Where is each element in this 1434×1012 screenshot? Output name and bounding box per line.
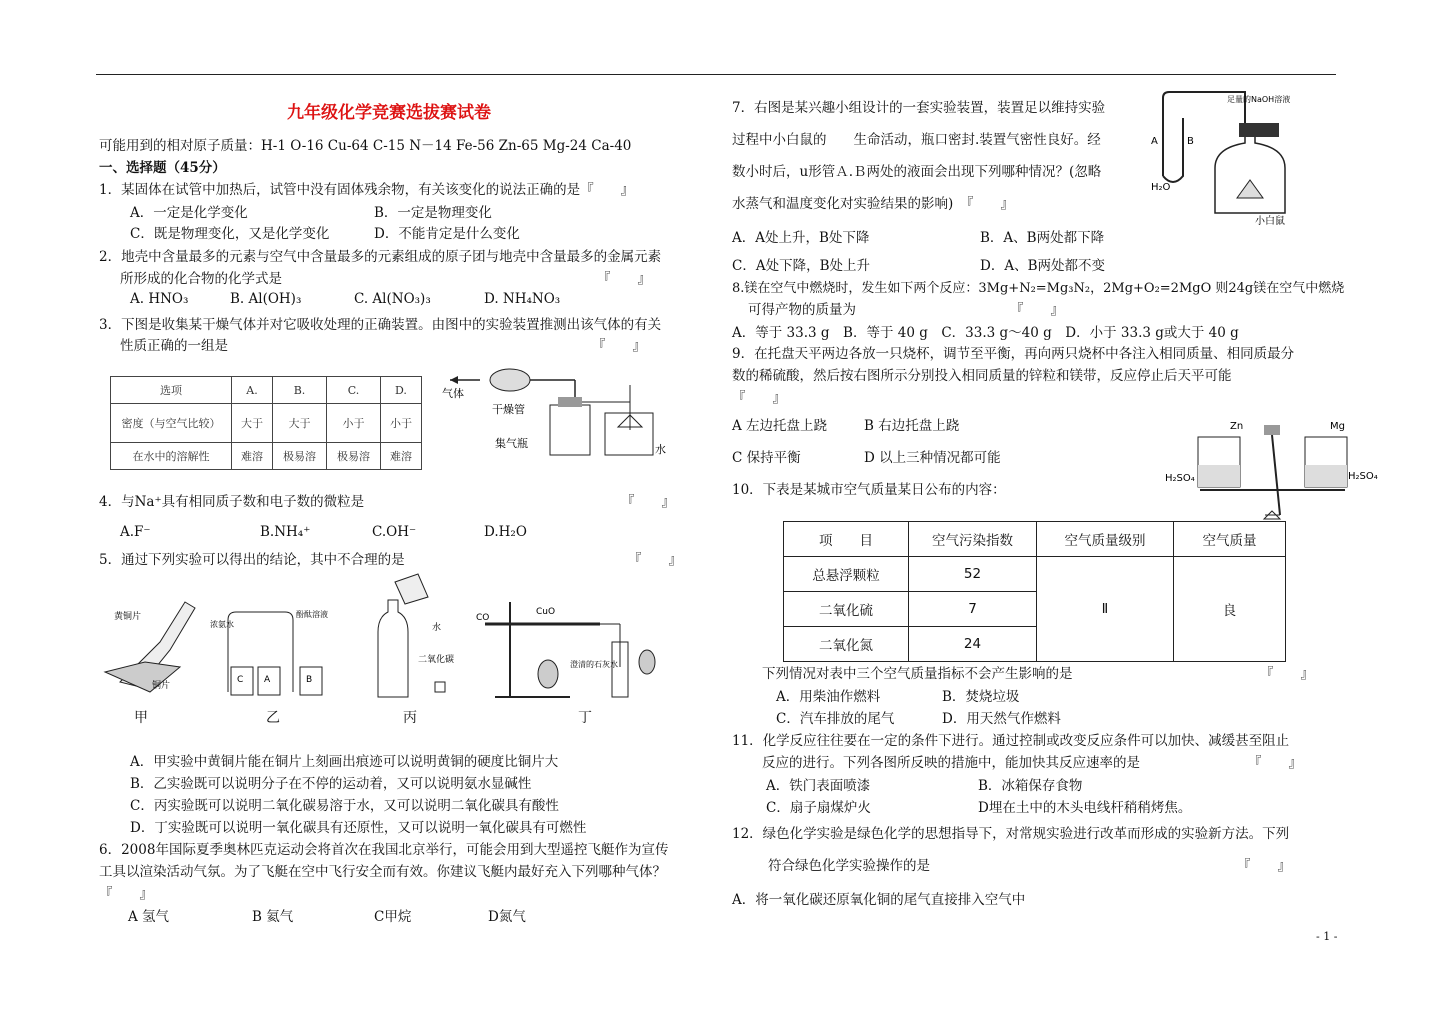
atomic-masses: 可能用到的相对原子质量：H-1 O-16 Cu-64 C-15 N－14 Fe-56 Zn-65 Mg-24 Ca-40 <box>99 138 632 154</box>
table-cell: 小于 <box>326 404 380 443</box>
fig-label-gas: 气体 <box>442 387 464 400</box>
fig-label-h2so4-left: H₂SO₄ <box>1165 473 1195 484</box>
q3-gas-collection-figure <box>440 365 675 465</box>
q10-option-c: C．汽车排放的尾气 <box>776 711 895 727</box>
fig-label-phenol: 酚酞溶液 <box>296 610 328 619</box>
table-cell: 大于 <box>232 404 273 443</box>
q2-stem-2: 所形成的化合物的化学式是 <box>120 271 282 287</box>
q6-option-a: A 氢气 <box>128 909 170 925</box>
q10-table-wrap <box>783 521 1286 662</box>
q11-option-c: C．扇子扇煤炉火 <box>766 800 871 816</box>
q6-stem-2: 工具以渲染活动气氛。为了飞艇在空中飞行安全而有效。你建议飞艇内最好充入下列哪种气体？ <box>99 864 666 880</box>
q12-line-1: 12．绿色化学实验是绿色化学的思想指导下，对常规实验进行改革而形成的实验新方法。下列 <box>732 826 1290 842</box>
table-cell: 二氧化硫 <box>784 592 909 627</box>
q10-stem: 10．下表是某城市空气质量某日公布的内容： <box>732 482 1006 498</box>
table-cell: B. <box>273 377 327 404</box>
q4-option-a: A.F⁻ <box>120 524 151 540</box>
q10-option-d: D．用天然气作燃料 <box>942 711 1061 727</box>
fig-label-brass: 黄铜片 <box>114 612 142 622</box>
fig-label-copper: 铜片 <box>152 681 171 691</box>
q2-option-d: D. NH₄NO₃ <box>484 291 561 307</box>
q10-option-a: A．用柴油作燃料 <box>776 689 881 705</box>
q10-bracket: 『 』 <box>1260 666 1314 682</box>
q6-option-d: D氮气 <box>488 909 526 925</box>
q2-option-b: B. Al(OH)₃ <box>230 291 302 307</box>
q8-line-2: 可得产物的质量为 <box>748 302 856 318</box>
q7-option-a: A．A处上升，B处下降 <box>732 230 870 246</box>
experiment-bing <box>378 574 454 697</box>
q11-line-2: 反应的进行。下列各图所反映的措施中，能加快其反应速率的是 <box>762 755 1140 771</box>
q9-bracket: 『 』 <box>732 390 786 406</box>
q6-bracket: 『 』 <box>99 886 153 902</box>
table-cell: 24 <box>909 627 1037 662</box>
page-number: - 1 - <box>1316 930 1338 943</box>
q5-option-c: C．丙实验既可以说明二氧化碳易溶于水，又可以说明二氧化碳具有酸性 <box>130 798 559 814</box>
q5-option-b: B．乙实验既可以说明分子在不停的运动着，又可以说明氨水显碱性 <box>130 776 532 792</box>
q8-line-1: 8.镁在空气中燃烧时，发生如下两个反应：3Mg+N₂=Mg₃N₂，2Mg+O₂=2MgO 则24g镁在空气中燃烧 <box>732 281 1345 296</box>
q10-table <box>783 521 1286 662</box>
q9-line-1: 9．在托盘天平两边各放一只烧杯，调节至平衡，再向两只烧杯中各注入相同质量、相同质最分 <box>732 346 1295 362</box>
table-cell: 选项 <box>111 377 232 404</box>
table-cell: 项 目 <box>784 522 909 557</box>
q7-line-3: 数小时后，u形管Ａ.Ｂ两处的液面会出现下列哪种情况？(忽略 <box>732 164 1102 180</box>
q1-option-a: A．一定是化学变化 <box>130 205 248 221</box>
table-cell: 52 <box>909 557 1037 592</box>
q7-apparatus-figure <box>1145 88 1320 228</box>
header-rule <box>96 74 1336 75</box>
q3-bracket: 『 』 <box>592 338 646 354</box>
q5-stem: 5．通过下列实验可以得出的结论，其中不合理的是 <box>99 552 405 568</box>
table-row <box>111 404 422 443</box>
q11-option-d: D埋在土中的木头电线杆稍稍烤焦。 <box>978 800 1192 816</box>
q10-question: 下列情况对表中三个空气质量指标不会产生影响的是 <box>762 666 1073 682</box>
fig-label-limewater: 澄清的石灰水 <box>570 660 618 669</box>
q3-stem-1: 3．下图是收集某干燥气体并对它吸收处理的正确装置。由图中的实验装置推测出该气体的有关 <box>99 317 662 333</box>
q6-option-c: C甲烷 <box>374 909 412 925</box>
q5-bracket: 『 』 <box>628 552 682 568</box>
fig-label-a: A <box>1151 136 1158 147</box>
q1-option-b: B．一定是物理变化 <box>374 205 492 221</box>
q2-option-a: A. HNO₃ <box>130 291 189 307</box>
fig-label-dry-tube: 干燥管 <box>492 403 525 416</box>
q1-stem: 1．某固体在试管中加热后，试管中没有固体残余物，有关该变化的说法正确的是『 』 <box>99 182 635 198</box>
q2-option-c: C. Al(NO₃)₃ <box>354 291 431 307</box>
table-row <box>784 522 1286 557</box>
table-cell: 小于 <box>380 404 421 443</box>
q1-option-d: D．不能肯定是什么变化 <box>374 226 520 242</box>
q3-table-wrap <box>110 376 422 470</box>
table-cell: D. <box>380 377 421 404</box>
table-row <box>784 557 1286 592</box>
q6-option-b: B 氦气 <box>252 909 294 925</box>
q8-options: A．等于 33.3 g B．等于 40 g C．33.3 g～40 g D．小于 33.3 g或大于 40 g <box>732 325 1239 341</box>
q9-balance-figure <box>1160 415 1390 520</box>
q7-option-c: C．A处下降，B处上升 <box>732 258 870 274</box>
table-cell: 空气质量级别 <box>1037 522 1174 557</box>
q7-option-b: B．A、B两处都下降 <box>980 230 1105 246</box>
q9-option-a: A 左边托盘上跷 <box>732 418 828 434</box>
fig-label-co2: 二氧化碳 <box>418 655 455 665</box>
q11-bracket: 『 』 <box>1248 755 1302 771</box>
q5-caption-ding: 丁 <box>578 710 592 726</box>
table-cell: 极易溶 <box>273 443 327 470</box>
q4-stem: 4．与Na⁺具有相同质子数和电子数的微粒是 <box>99 494 365 510</box>
table-cell: 空气质量 <box>1174 522 1286 557</box>
fig-label-bottle: 集气瓶 <box>495 437 528 450</box>
q4-bracket: 『 』 <box>621 494 675 510</box>
fig-label-h2o: H₂O <box>1151 182 1171 193</box>
fig-label-conc-ammonia: 浓氨水 <box>210 620 234 629</box>
q7-line-2: 过程中小白鼠的 生命活动，瓶口密封.装置气密性良好。经 <box>732 132 1101 148</box>
table-cell: 在水中的溶解性 <box>111 443 232 470</box>
table-cell: A. <box>232 377 273 404</box>
fig-label-naoh: 足量的NaOH溶液 <box>1227 95 1291 104</box>
fig-label-a: A <box>264 675 271 685</box>
table-row <box>111 443 422 470</box>
q6-stem-1: 6．2008年国际夏季奥林匹克运动会将首次在我国北京举行，可能会用到大型遥控飞艇作为宣传 <box>99 842 669 858</box>
q9-option-d: D 以上三种情况都可能 <box>864 450 1001 466</box>
q5-caption-yi: 乙 <box>266 710 280 726</box>
table-cell: 空气污染指数 <box>909 522 1037 557</box>
fig-label-zn: Zn <box>1230 421 1244 432</box>
q4-option-c: C.OH⁻ <box>372 524 417 540</box>
q5-option-d: D．丁实验既可以说明一氧化碳具有还原性，又可以说明一氧化碳具有可燃性 <box>130 820 587 836</box>
q10-option-b: B．焚烧垃圾 <box>942 689 1020 705</box>
q2-bracket: 『 』 <box>597 271 651 287</box>
q8-bracket: 『 』 <box>1010 302 1064 318</box>
fig-label-c: C <box>237 675 244 685</box>
page-title: 九年级化学竞赛选拔赛试卷 <box>287 103 491 123</box>
table-cell: 总悬浮颗粒 <box>784 557 909 592</box>
q9-option-b: B 右边托盘上跷 <box>864 418 960 434</box>
table-cell: 二氧化氮 <box>784 627 909 662</box>
table-cell: 密度（与空气比较） <box>111 404 232 443</box>
q11-option-b: B．冰箱保存食物 <box>978 778 1083 794</box>
q4-option-b: B.NH₄⁺ <box>260 524 311 540</box>
q5-caption-bing: 丙 <box>403 710 417 726</box>
fig-label-b: B <box>1187 136 1194 147</box>
q7-line-4: 水蒸气和温度变化对实验结果的影响) 『 』 <box>732 196 1015 212</box>
table-cell: 极易溶 <box>326 443 380 470</box>
table-row <box>111 377 422 404</box>
experiment-yi <box>210 609 328 695</box>
fig-label-water-bing: 水 <box>432 623 442 633</box>
q5-experiments-figure <box>100 572 660 704</box>
section-heading: 一、选择题（45分） <box>99 160 226 176</box>
table-cell: 大于 <box>273 404 327 443</box>
table-cell: 7 <box>909 592 1037 627</box>
q1-option-c: C．既是物理变化，又是化学变化 <box>130 226 330 242</box>
q12-bracket: 『 』 <box>1237 858 1291 874</box>
table-cell: 良 <box>1174 557 1286 662</box>
q5-option-a: A．甲实验中黄铜片能在铜片上刻画出痕迹可以说明黄铜的硬度比铜片大 <box>130 754 559 770</box>
table-cell: 难溶 <box>380 443 421 470</box>
fig-label-h2so4-right: H₂SO₄ <box>1348 471 1378 482</box>
q7-option-d: D．A、B两处都不变 <box>980 258 1105 274</box>
q4-option-d: D.H₂O <box>484 524 527 540</box>
experiment-jia <box>105 602 195 692</box>
fig-label-mg: Mg <box>1330 421 1345 432</box>
q7-line-1: 7．右图是某兴趣小组设计的一套实验装置，装置足以维持实验 <box>732 100 1106 116</box>
fig-label-water: 水 <box>655 443 666 456</box>
q5-caption-jia: 甲 <box>134 710 148 726</box>
q9-option-c: C 保持平衡 <box>732 450 801 466</box>
q11-line-1: 11．化学反应往往要在一定的条件下进行。通过控制或改变反应条件可以加快、减缓甚至阻止 <box>732 733 1290 749</box>
q12-option-a: A．将一氧化碳还原氧化铜的尾气直接排入空气中 <box>732 892 1026 908</box>
fig-label-co: CO <box>476 613 490 623</box>
q2-stem-1: 2．地壳中含量最多的元素与空气中含量最多的元素组成的原子团与地壳中含量最多的金属元素 <box>99 249 662 265</box>
q9-line-2: 数的稀硫酸，然后按右图所示分别投入相同质量的锌粒和镁带，反应停止后天平可能 <box>732 368 1232 384</box>
table-cell: 难溶 <box>232 443 273 470</box>
table-cell: Ⅱ <box>1037 557 1174 662</box>
fig-label-mouse: 小白鼠 <box>1255 216 1285 227</box>
q11-option-a: A．铁门表面喷漆 <box>766 778 871 794</box>
q3-stem-2: 性质正确的一组是 <box>120 338 228 354</box>
fig-label-b: B <box>306 675 313 685</box>
q12-line-2: 符合绿色化学实验操作的是 <box>768 858 930 874</box>
experiment-ding <box>476 602 655 697</box>
fig-label-cuo: CuO <box>536 607 556 617</box>
table-cell: C. <box>326 377 380 404</box>
q3-table <box>110 376 422 470</box>
